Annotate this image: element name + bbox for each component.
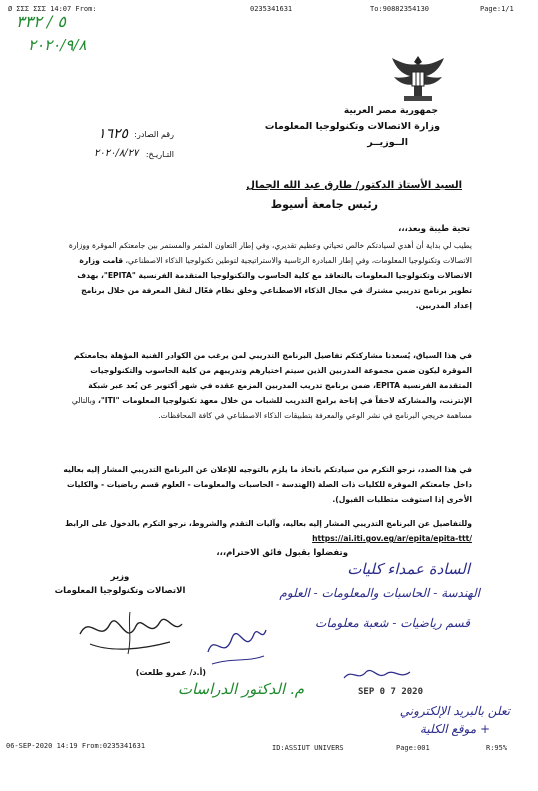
signer-role-2: الاتصالات وتكنولوجيا المعلومات [54,586,186,596]
fax-header-left: Ø ΣΣΣ ΣΣΣ 14:07 From: [8,5,97,13]
handwritten-green-note: م. الدكتور الدراسات [177,680,304,698]
paragraph-4-text: وللتفاصيل عن البرنامج التدريبي المشار إليه بعاليه، وآليات التقدم والشروط، نرجو التكرم بالدخول على الرابط [65,519,472,528]
egypt-eagle-emblem [388,52,448,104]
outgoing-date-label: التـاريـخ: [145,150,174,159]
epita-link[interactable]: https://ai.iti.gov.eg/ar/epita/epita-ttt/ [312,534,472,543]
paragraph-1-contract: قامت وزارة الاتصالات وتكنولوجيا المعلومات بالتعاقد مع كلية الحاسوب والتكنولوجيا المتقدمة الفرنسية "EPITA"، بهدف تطوير برنامج تدريبي مشترك في مجال الذكاء الاصطناعي وخلق نظام فعّال لنقل المعرفة من خلال برنامج إعداد المدربين. [77,256,472,310]
handwritten-note-website: + موقع الكلية [419,722,490,736]
handwritten-note-line-2: الهندسة - الحاسبات والمعلومات - العلوم [279,586,480,600]
fax-header-sender: 0235341631 [250,5,293,13]
outgoing-number-value: ١٦٢٥ [98,126,129,142]
addressee-name: السيد الأستاذ الدكتور/ طارق عبد الله الجمال [246,180,462,191]
handwritten-incoming-number: ٥ / ٣٣٢ [16,12,66,31]
fax-footer-page: Page:001 [396,744,430,752]
handwritten-note-email: تعلن بالبريد الإلكتروني [399,704,510,718]
signer-name: (أ.د/ عمرو طلعت) [135,668,206,677]
initials-scribble [340,664,420,686]
paragraph-2-lead: في هذا السياق، يُسعدنا مشاركتكم تفاصيل البرنامج التدريبي لمن يرغب من الكوادر الفنية المؤهلة بجامعتكم الموقرة ليكون ضمن مجموعة المدربين الذين سيتم اختيارهم وتدريبهم من كلية الحاسوب والتكنولوجيات المتقدمة الفرنسية EPITA، ضمن برنامج تدريب المدربين المزمع عقده في شهر أكتوبر عن بُعد عبر شبكة الإنترنت، والمشاركة لاحقاً في إتاحة برامج التدريب للشباب من خلال معهد تكنولوجيا المعلومات "ITI"، [74,351,472,405]
fax-header-recipient: To:90882354130 [370,5,430,13]
addressee-title: رئيس جامعة أسيوط [270,198,378,211]
outgoing-number-line [94,128,174,144]
paragraph-1-intro: يطيب لي بداية أن أهدي لسيادتكم خالص تحياتي وعظيم تقديري، وفي إطار التعاون المثمر والمستمر بين جامعتكم الموقرة ووزارة الاتصالات وتكنولوجيا المعلومات، وفي إطار المبادرة الرئاسية والاستراتيجية لتوطين تكنولوجيا الذكاء الاصطناعي، [68,241,472,265]
closing-line: وتفضلوا بقبول فائق الاحترام،،، [216,548,348,558]
paragraph-2 [60,348,472,452]
paragraph-3-request: في هذا الصدد، نرجو التكرم من سيادتكم باتخاذ ما يلزم بالتوجيه للإعلان عن البرنامج التدريبي المشار إليه بعاليه داخل جامعتكم الموقرة للكليات ذات الصلة (الهندسة - الحاسبات والمعلومات - العلوم قسم رياضيات - والكليات الأخرى إذا استوفت متطلبات القبول). [63,465,472,504]
paragraph-2-tail: وبالتالي مساهمة خريجي البرنامج في نشر الوعي والمعرفة بتطبيقات الذكاء الاصطناعي في كافة المحافظات. [71,396,472,420]
fax-footer-left: 06-SEP-2020 14:19 From:0235341631 [6,742,146,750]
fax-footer-resolution: R:95% [486,744,508,752]
greeting: تحية طيبة وبعد،،، [398,224,470,234]
handwritten-note-line-1: السادة عمداء كليات [347,560,470,578]
outgoing-date-line [94,148,174,164]
minister-signature [70,604,200,660]
fax-header-page: Page:1/1 [480,5,514,13]
signer-role-1: وزير [110,572,130,582]
paragraph-1 [60,238,472,338]
received-date-stamp: SEP 0 7 2020 [358,687,424,697]
handwritten-incoming-date: ٢٠٢٠/٩/٨ [28,36,87,54]
letterhead-country: جمهورية مصر العربية [343,106,438,116]
outgoing-number-label: رقم الصادر: [134,130,174,139]
handwritten-note-line-3: قسم رياضيات - شعبة معلومات [315,616,470,630]
outgoing-date-value: ٢٠٢٠/٨/٢٧ [94,148,139,159]
dean-signature [200,612,270,672]
fax-footer-id: ID:ASSIUT UNIVERS [272,744,344,752]
paragraph-4 [60,516,472,548]
letterhead-ministry: وزارة الاتصالات وتكنولوجيا المعلومات [264,121,440,132]
letterhead-office: الــوزيــر [367,137,408,148]
